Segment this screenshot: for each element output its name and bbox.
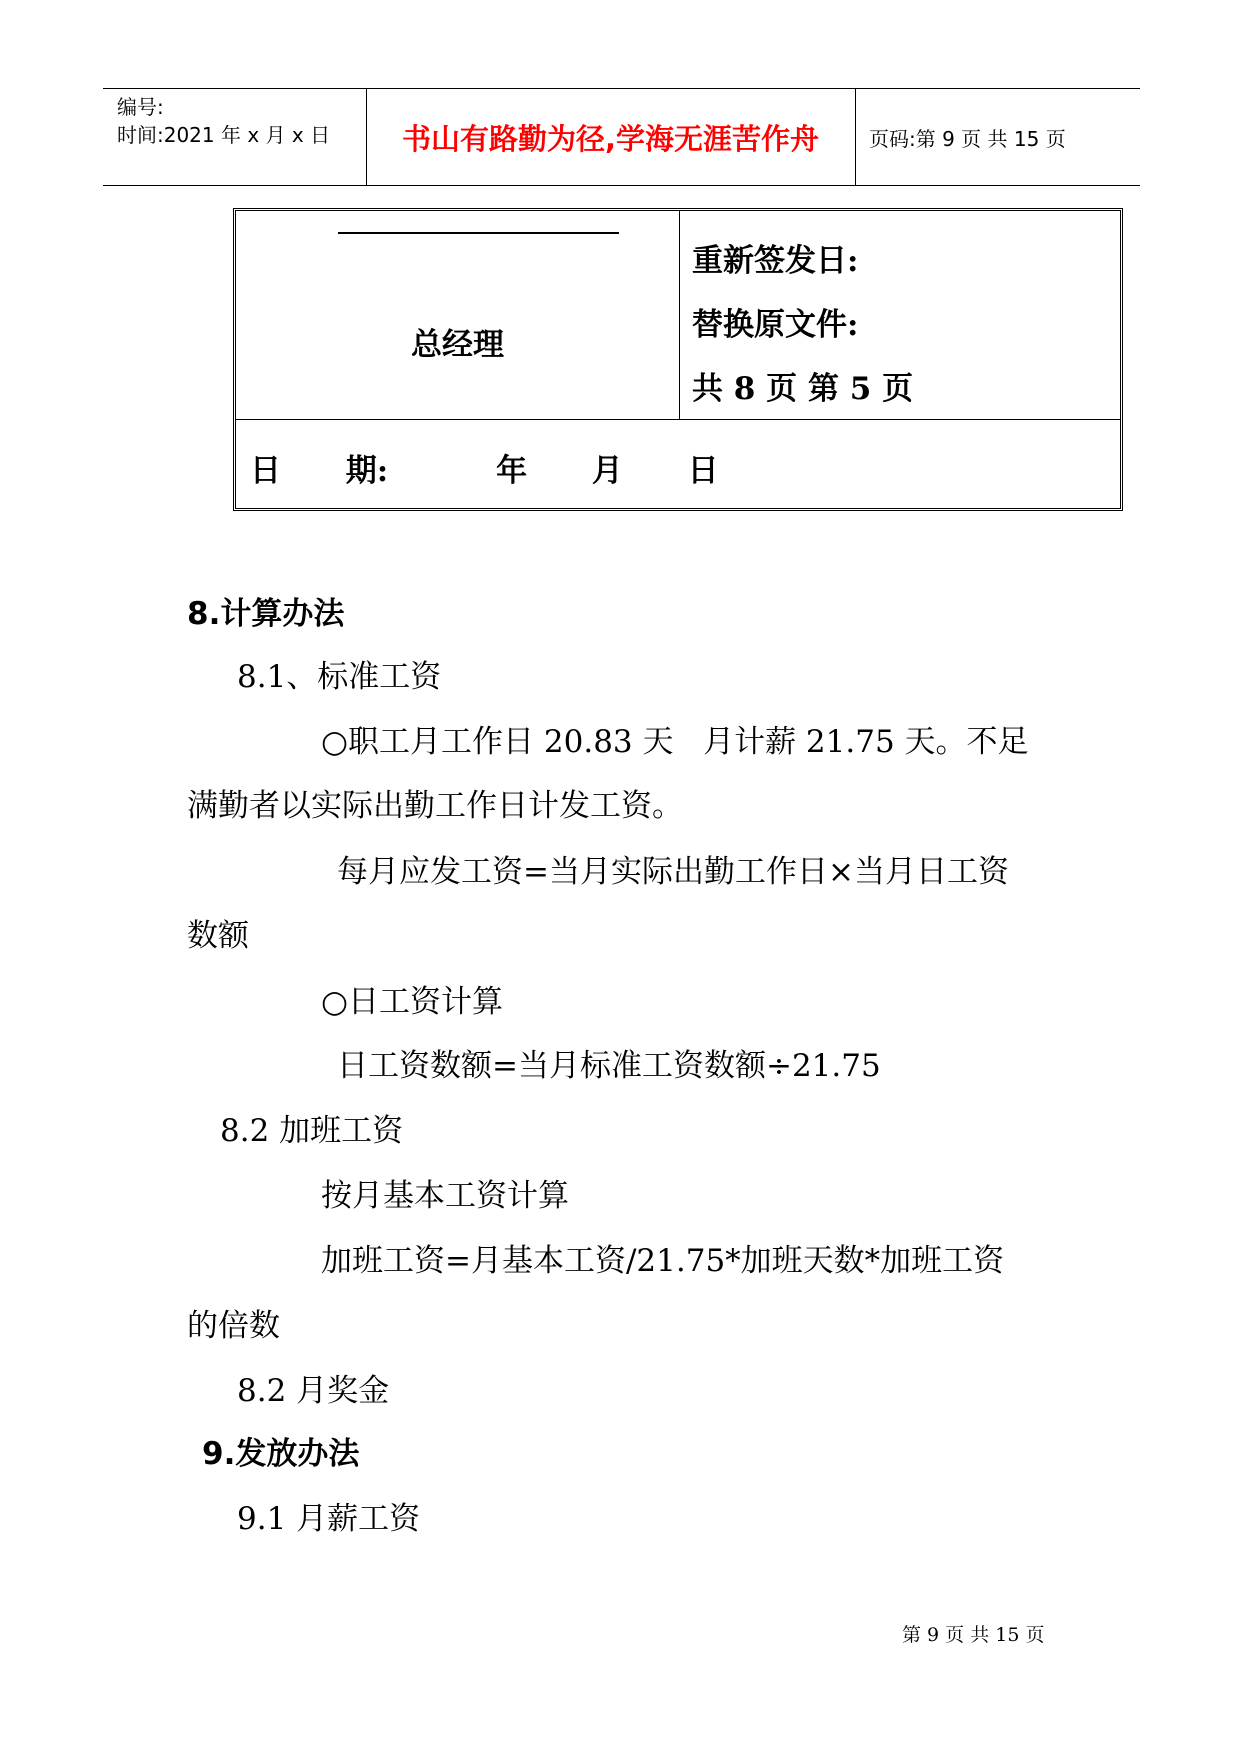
section-heading: 8.计算办法 <box>187 596 345 632</box>
paragraph-line: 每月应发工资=当月实际出勤工作日×当月日工资 <box>337 854 1009 890</box>
paragraph-line: 日工资数额=当月标准工资数额÷21.75 <box>337 1048 881 1084</box>
paragraph-line: 加班工资=月基本工资/21.75*加班天数*加班工资 <box>321 1243 1005 1279</box>
table-divider <box>236 419 1120 420</box>
subsection-heading: 8.2 月奖金 <box>237 1373 390 1409</box>
subsection-heading: 9.1 月薪工资 <box>237 1501 421 1537</box>
signer-role: 总经理 <box>411 327 504 363</box>
header-divider <box>855 89 856 185</box>
page-footer: 第 9 页 共 15 页 <box>902 1624 1045 1646</box>
paragraph-line: 的倍数 <box>187 1308 280 1344</box>
table-divider <box>679 211 680 419</box>
page-header <box>103 88 1140 186</box>
subsection-heading: 8.2 加班工资 <box>220 1113 404 1149</box>
paragraph-line: 按月基本工资计算 <box>321 1178 569 1214</box>
paragraph-line: 满勤者以实际出勤工作日计发工资。 <box>187 788 683 824</box>
page-count-label: 共 8 页 第 5 页 <box>692 371 914 407</box>
time-label: 时间:2021 年 x 月 x 日 <box>117 123 331 147</box>
document-meta <box>692 229 913 421</box>
paragraph-line: ○职工月工作日 20.83 天 月计薪 21.75 天。不足 <box>321 724 1029 760</box>
replace-file-label: 替换原文件: <box>692 307 859 343</box>
signature-table <box>233 208 1123 511</box>
date-row: 日 期: 年 月 日 <box>250 452 719 489</box>
header-info <box>117 93 362 149</box>
section-heading: 9.发放办法 <box>202 1436 360 1472</box>
header-page-number: 页码:第 9 页 共 15 页 <box>869 126 1066 151</box>
paragraph-line: ○日工资计算 <box>321 984 504 1020</box>
number-label: 编号: <box>117 95 164 119</box>
header-motto: 书山有路勤为径,学海无涯苦作舟 <box>401 121 820 156</box>
subsection-heading: 8.1、标准工资 <box>237 659 442 695</box>
reissue-date-label: 重新签发日: <box>692 243 859 279</box>
signature-line <box>338 232 619 234</box>
paragraph-line: 数额 <box>187 918 249 954</box>
